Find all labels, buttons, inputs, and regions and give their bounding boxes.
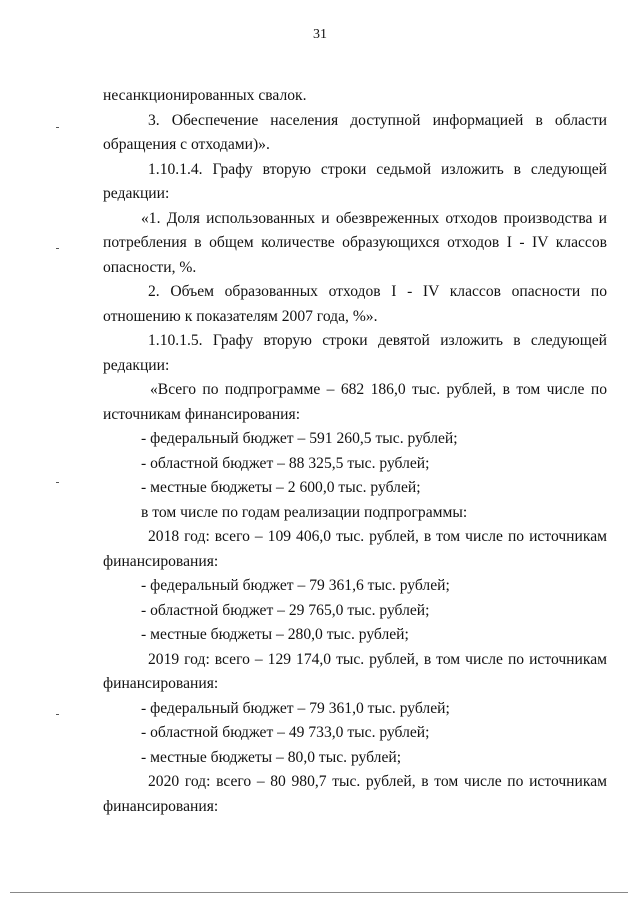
text-line: - федеральный бюджет – 79 361,6 тыс. рублей; bbox=[141, 577, 450, 594]
document-body bbox=[103, 84, 607, 819]
text-line: - федеральный бюджет – 591 260,5 тыс. рублей; bbox=[141, 430, 458, 447]
page-number: 31 bbox=[313, 27, 327, 42]
text-line: источникам финансирования: bbox=[103, 405, 301, 423]
text-line: «1. Доля использованных и обезвреженных отходов производства и bbox=[141, 209, 607, 227]
text-line: опасности, %. bbox=[103, 258, 197, 276]
text-line: - местные бюджеты – 280,0 тыс. рублей; bbox=[141, 626, 409, 643]
text-line: обращения с отходами)». bbox=[103, 136, 270, 153]
page-bottom-edge bbox=[10, 892, 628, 893]
text-line: финансирования: bbox=[103, 675, 219, 692]
text-line: потребления в общем количестве образующихся отходов I - IV классов bbox=[103, 234, 607, 251]
text-line: 1.10.1.5. Графу вторую строки девятой изложить в следующей bbox=[148, 332, 607, 349]
text-line: редакции: bbox=[103, 356, 170, 374]
scan-mark bbox=[56, 248, 59, 249]
text-line: редакции: bbox=[103, 185, 170, 202]
text-line: - местные бюджеты – 2 600,0 тыс. рублей; bbox=[141, 479, 421, 496]
text-line: - федеральный бюджет – 79 361,0 тыс. рублей; bbox=[141, 699, 450, 717]
text-line: 2. Объем образованных отходов I - IV классов опасности по bbox=[148, 283, 607, 300]
text-line: - областной бюджет – 29 765,0 тыс. рублей; bbox=[141, 601, 430, 619]
text-line: в том числе по годам реализации подпрограммы: bbox=[141, 503, 468, 521]
text-line: отношению к показателям 2007 года, %». bbox=[103, 307, 378, 325]
text-line: 1.10.1.4. Графу вторую строки седьмой изложить в следующей bbox=[148, 160, 607, 178]
text-line: 2019 год: всего – 129 174,0 тыс. рублей, в том числе по источникам bbox=[148, 650, 607, 668]
text-line: 2018 год: всего – 109 406,0 тыс. рублей, в том числе по источникам bbox=[148, 528, 607, 545]
scan-mark bbox=[56, 714, 59, 715]
text-line: несанкционированных свалок. bbox=[103, 87, 307, 104]
scan-mark bbox=[56, 482, 59, 483]
text-line: финансирования: bbox=[103, 797, 219, 815]
text-line: «Всего по подпрограмме – 682 186,0 тыс. рублей, в том числе по bbox=[150, 381, 607, 398]
text-line: - местные бюджеты – 80,0 тыс. рублей; bbox=[141, 748, 402, 766]
text-line: 2020 год: всего – 80 980,7 тыс. рублей, в том числе по источникам bbox=[148, 773, 607, 790]
scan-mark bbox=[56, 127, 59, 128]
text-line: - областной бюджет – 49 733,0 тыс. рублей; bbox=[141, 724, 430, 741]
text-line: - областной бюджет – 88 325,5 тыс. рублей; bbox=[141, 454, 430, 472]
text-line: 3. Обеспечение населения доступной информацией в области bbox=[148, 111, 607, 129]
text-line: финансирования: bbox=[103, 552, 219, 570]
